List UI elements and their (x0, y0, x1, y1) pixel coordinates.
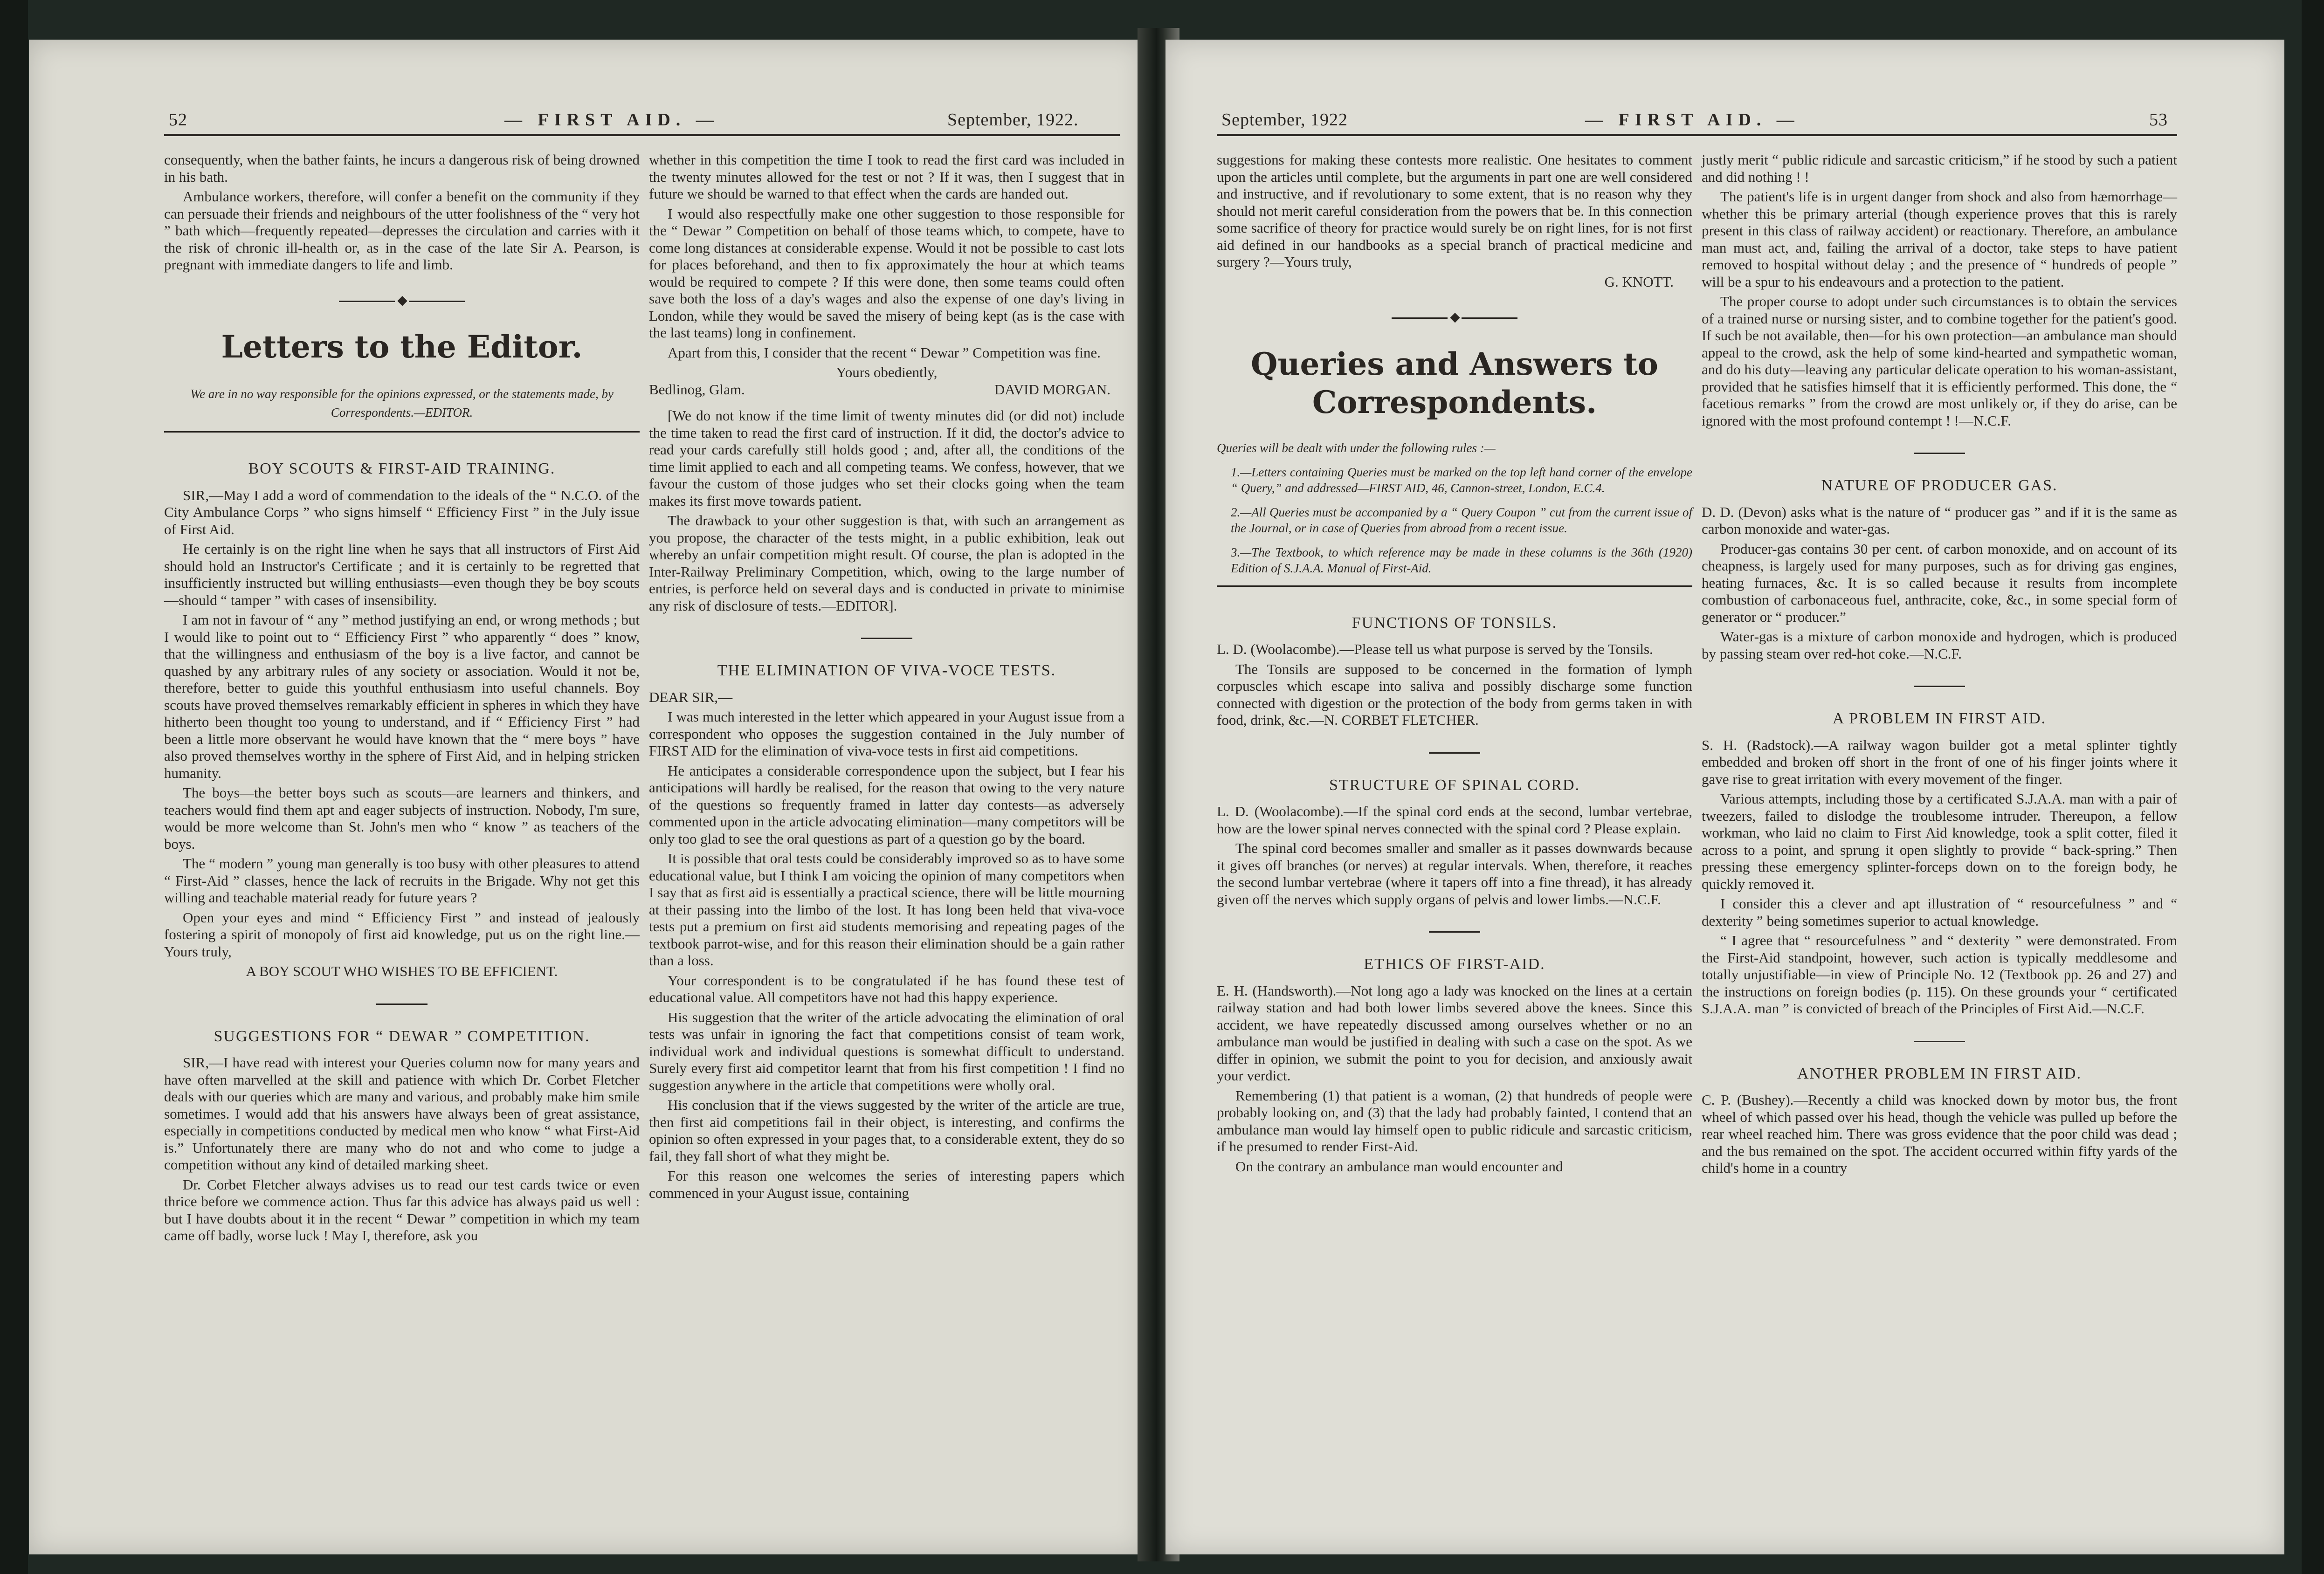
issue-date: September, 1922 (1221, 110, 1348, 130)
query-heading: FUNCTIONS OF TONSILS. (1352, 614, 1558, 632)
paragraph: suggestions for making these contests more realistic. One hesitates to comment upon the articles until complete, but the arguments in part one are well considered and instructive, and if revolutionary to some extent, that is no reason why they should not merit careful consideration from the powers that be. In this connection some sacrifice of theory for practice would surely be on right lines, for is not first aid defined in our handbooks as a special branch of practical medicine and surgery ?—Yours truly, (1217, 151, 1692, 270)
answer: The Tonsils are supposed to be concerned in the formation of lymph corpuscles which escape into saliva and possibly discharge some function connected with digestion or the protection of the body from germs taken in with food, drink, &c.—N. CORBET FLETCHER. (1217, 660, 1692, 728)
scan-edge-right (2302, 0, 2324, 1574)
paragraph: Your correspondent is to be congratulated if he has found these test of educational value. All competitors have not had this happy experience. (649, 972, 1124, 1005)
editor-reply: The drawback to your other suggestion is that, with such an arrangement as you propose, the character of the tests might, in a public exhibition, leak out whereby an unfair competition might result. Of course, the plan is adopted in the Inter-Railway Preliminary Competition, which, owing to the large number of entries, is perforce held on several days and is conducted in private to minimise any risk of disclosure of tests.—EDITOR]. (649, 512, 1124, 614)
query-heading: A PROBLEM IN FIRST AID. (1832, 710, 2047, 727)
query: S. H. (Radstock).—A railway wagon builder got a metal splinter tightly embedded and broken off short in the front of one of his finger joints where it gave rise to great irritation with every movement of the finger. (1702, 736, 2177, 787)
letter-signoff (649, 381, 1124, 399)
paragraph: SIR,—May I add a word of commendation to the ideals of the “ N.C.O. of the City Ambulance Corps ” who signs himself “ Efficiency First ” in the July issue of First Aid. (164, 487, 640, 537)
magazine-title: — FIRST AID. — (1585, 110, 1800, 130)
query-heading: ETHICS OF FIRST-AID. (1364, 955, 1545, 973)
signature: G. KNOTT. (1604, 273, 1674, 290)
salutation: DEAR SIR,— (649, 688, 733, 705)
rules-intro: Queries will be dealt with under the following rules :— (1217, 440, 1496, 455)
scan-edge-left (0, 0, 28, 1574)
paragraph: I would also respectfully make one other suggestion to those responsible for the “ Dewar ” Competition on behalf of those teams which, to compete, have to come long distances at considerable expense. Would it not be possible to cast lots for places beforehand, and then to fix approximately the hour at which teams would be required to compete ? If this were done, then some teams could often save both the loss of a day's wages and also the expense of one day's living in London, while they would be saved the misery of being kept (as is the case with the last teams) long in confinement. (649, 205, 1124, 341)
paragraph: I was much interested in the letter which appeared in your August issue from a correspondent who opposes the suggestion contained in the July number of FIRST AID for the elimination of viva-voce tests in first aid competitions. (649, 708, 1124, 759)
ornament-divider: ◆ (1217, 309, 1692, 326)
paragraph: Apart from this, I consider that the recent “ Dewar ” Competition was fine. (668, 344, 1101, 361)
paragraph: I am not in favour of “ any ” method justifying an end, or wrong methods ; but I would like to point out to “ Efficiency First ” who apparently “ does ” know, that the willingness and enthusiasm of the boy is a live factor, and cannot be quashed by any arbitrary rules of any society or association. Would it not be, therefore, better to guide this youthful enthusiasm into useful channels. Boy scouts have proved themselves remarkably efficient in spheres in which they have hitherto been thought too young to understand, and if “ Efficiency First ” had been a little more observant he would have known that the “ mere boys ” have also proved themselves worthy in the sphere of First Aid, and in helping stricken humanity. (164, 612, 640, 781)
paragraph: Various attempts, including those by a certificated S.J.A.A. man with a pair of tweezers, failed to dislodge the troublesome intruder. Thereupon, a fellow workman, who laid no claim to First Aid knowledge, took a split cotter, filed it across to a point, and sprung it open slightly to provide “ back-spring.” Then pressing these emergency splinter-forceps down on to the foreign body, he quickly removed it. (1702, 790, 2177, 892)
signature: A BOY SCOUT WHO WISHES TO BE EFFICIENT. (246, 963, 558, 979)
ornament-divider: ◆ (164, 292, 640, 309)
paragraph: Ambulance workers, therefore, will confer a benefit on the community if they can persuade their friends and neighbours of the utter foolishness of the “ very hot ” bath which—frequently repeated—depresses the circulation and carries with it the risk of chronic ill-health or, as in the case of the late Sir A. Pearson, is pregnant with immediate dangers to life and limb. (164, 188, 640, 273)
divider (861, 638, 912, 639)
paragraph: The boys—the better boys such as scouts—are learners and thinkers, and teachers would find them apt and eager subjects of instruction. Nobody, I'm sure, would be more welcome than St. John's men who “ know ” as teachers of the boys. (164, 784, 640, 852)
query: L. D. (Woolacombe).—Please tell us what purpose is served by the Tonsils. (1217, 641, 1653, 657)
left-page (29, 40, 1145, 1554)
rule-item: 2.—All Queries must be accompanied by a “ Query Coupon ” cut from the current issue of the Journal, or in case of Queries from abroad from a recent issue. (1231, 505, 1692, 535)
left-page-column-2 (649, 151, 1124, 1204)
query-heading: ANOTHER PROBLEM IN FIRST AID. (1797, 1065, 2082, 1082)
answer: On the contrary an ambulance man would encounter and (1235, 1158, 1563, 1175)
paragraph: The proper course to adopt under such circumstances is to obtain the services of a trained nurse or nursing sister, and to combine together for the patient's good. If such be not available, then—for his own protection—an ambulance man should appeal to the crowd, ask the help of some kind-hearted and sympathetic woman, and do his duty—leaving any particular delicate operation to his woman-assistant, provided that he satisfies himself that it is efficiently performed. This done, the “ facetious remarks ” from the crowd are most unlikely or, if they do arise, can be ignored with the most profound contempt ! !—N.C.F. (1702, 293, 2177, 429)
left-page-header (29, 110, 1145, 137)
paragraph: Remembering (1) that patient is a woman, (2) that hundreds of people were probably looking on, and (3) that the lady had probably fainted, I contend that an ambulance man would lay himself open to public ridicule and sarcastic criticism, if he presumed to render First-Aid. (1217, 1087, 1692, 1155)
query: C. P. (Bushey).—Recently a child was knocked down by motor bus, the front wheel of which passed over his head, though the vehicle was pulled up before the rear wheel reached him. There was gross evidence that the poor child was dead ; and the bus remained on the spot. The accident occurred within fifty yards of the child's home in a country (1702, 1092, 2177, 1176)
paragraph: SIR,—I have read with interest your Queries column now for many years and have often marvelled at the skill and patience with which Dr. Corbet Fletcher deals with our queries which are many and various, and probably make him smile sometimes. I would add that his answers have always been of great assistance, especially in competitions conducted by medical men who know “ what First-Aid is.” Unfortunately there are many who do not and who come to judge a competition without any kind of detailed marking sheet. (164, 1054, 640, 1173)
query-heading: STRUCTURE OF SPINAL CORD. (1329, 776, 1580, 794)
paragraph: I consider this a clever and apt illustration of “ resourcefulness ” and “ dexterity ” being sometimes superior to actual knowledge. (1702, 895, 2177, 929)
paragraph: whether in this competition the time I took to read the first card was included in the twenty minutes allowed for the test or not ? If it was, then I suggest that in future we should be warned to that effect when the cards are handed out. (649, 151, 1124, 202)
letter-place: Bedlinog, Glam. (649, 381, 745, 398)
paragraph: The patient's life is in urgent danger from shock and also from hæmorrhage—whether this be primary arterial (though experience proves that this is rarely present in this class of railway accident) or reactionary. Therefore, an ambulance man must act, and, failing the arrival of a doctor, take steps to have patient removed to hospital without delay ; and the presence of “ hundreds of people ” will be a spur to his endeavours and a protection to the patient. (1702, 188, 2177, 290)
header-rule (164, 134, 1120, 136)
right-page-column-2 (1702, 151, 2177, 1180)
letter-author: DAVID MORGAN. (994, 381, 1110, 398)
divider (1914, 686, 1965, 687)
letter-closing: Yours obediently, (836, 364, 938, 380)
paragraph: justly merit “ public ridicule and sarcastic criticism,” if he stood by such a patient and did nothing ! ! (1702, 151, 2177, 185)
page-number: 53 (2149, 110, 2168, 130)
divider (1429, 752, 1480, 754)
right-page-header (1165, 110, 2284, 137)
paragraph: It is possible that oral tests could be considerably improved so as to have some educational value, but I think I am voicing the opinion of many competitors when I say that as first aid is essentially a practical science, there will be little mourning at their passing into the limbo of the lost. It has long been held that viva-voce tests put a premium on first aid students memorising and repeating pages of the textbook parrot-wise, and for this reason their elimination should be a gain rather than a loss. (649, 850, 1124, 969)
divider (164, 431, 640, 433)
paragraph: His conclusion that if the views suggested by the writer of the article are true, then first aid competitions fail in their object, is interesting, and confirms the opinion so often expressed in your pages that, to a considerable extent, they do so fail, they fall short of what they might be. (649, 1097, 1124, 1164)
left-page-column-1 (164, 151, 640, 1247)
issue-date: September, 1922. (947, 110, 1079, 130)
answer: Water-gas is a mixture of carbon monoxide and hydrogen, which is produced by passing steam over red-hot coke.—N.C.F. (1702, 628, 2177, 662)
paragraph: His suggestion that the writer of the article advocating the elimination of oral tests was unfair in ignoring the fact that competitions consist of team work, individual work and individual questions is somewhat difficult to understand. Surely every first aid competitor learnt that from his first competition ! I find no suggestion anywhere in the article that competitions were wholly oral. (649, 1009, 1124, 1093)
answer: “ I agree that “ resourcefulness ” and “ dexterity ” were demonstrated. From the First-Aid standpoint, however, such action is typically meddlesome and totally unjustifiable—in view of Principle No. 12 (Textbook pp. 26 and 27) and the instructions on foreign bodies (p. 115). On these grounds your “ certificated S.J.A.A. man ” is convicted of breach of the Principles of First Aid.—N.C.F. (1702, 932, 2177, 1017)
divider (1914, 1041, 1965, 1042)
answer: The spinal cord becomes smaller and smaller as it passes downwards because it gives off branches (or nerves) at regular intervals. When, therefore, it reaches the second lumbar vertebrae (where it tapers off into a fine thread), it has already given off the nerves which supply organs of pelvis and lower limbs.—N.C.F. (1217, 840, 1692, 907)
divider (1217, 585, 1692, 587)
paragraph: The “ modern ” young man generally is too busy with other pleasures to attend “ First-Aid ” classes, hence the lack of recruits in the Brigade. Why not get this willing and teachable material ready for future years ? (164, 855, 640, 906)
article-heading: BOY SCOUTS & FIRST-AID TRAINING. (248, 460, 556, 477)
editor-reply: [We do not know if the time limit of twenty minutes did (or did not) include the time taken to read the first card of instruction. If it did, the doctor's advice to read your cards carefully still holds good ; and, after all, the conditions of the time limit applied to each and all competing teams. We confess, however, that we favour the custom of those judges who set their clocks going when the team makes its first move towards patient. (649, 407, 1124, 509)
paragraph: Open your eyes and mind “ Efficiency First ” and instead of jealously fostering a spirit of monopoly of first aid knowledge, put us on the right line.—Yours truly, (164, 909, 640, 960)
paragraph: For this reason one welcomes the series of interesting papers which commenced in your August issue, containing (649, 1168, 1124, 1201)
divider (1914, 453, 1965, 454)
paragraph: He certainly is on the right line when he says that all instructors of First Aid should hold an Instructor's Certificate ; and it is certainly to be regretted that insufficiently instructed but willing enthusiasts—even though they be boy scouts—should “ tamper ” with cases of insensibility. (164, 541, 640, 608)
editor-note: We are in no way responsible for the opinions expressed, or the statements made, by Correspondents.—EDITOR. (190, 387, 614, 419)
query: E. H. (Handsworth).—Not long ago a lady was knocked on the lines at a certain railway station and had both lower limbs severed above the knees. Since this accident, we have repeatedly discussed among ourselves whether or no an ambulance man would be justified in dealing with such a case on the spot. As we differ in opinion, we submit the point to you for decision, and anxiously await your verdict. (1217, 982, 1692, 1084)
rule-item: 1.—Letters containing Queries must be marked on the top left hand corner of the envelope “ Query,” and addressed—FIRST AID, 46, Cannon-street, London, E.C.4. (1231, 465, 1692, 495)
page-number: 52 (169, 110, 187, 130)
divider (376, 1004, 428, 1005)
rule-item: 3.—The Textbook, to which reference may be made in these columns is the 36th (1920) Edition of S.J.A.A. Manual of First-Aid. (1231, 545, 1692, 575)
article-heading: SUGGESTIONS FOR “ DEWAR ” COMPETITION. (214, 1027, 590, 1045)
paragraph: He anticipates a considerable correspondence upon the subject, but I fear his anticipations will hardly be realised, for the reason that owing to the very nature of the questions so frequently framed in latter day contests—as adversely commented upon in the article advocating elimination—many competitors will be only too glad to see the oral questions as part of a question go by the board. (649, 762, 1124, 847)
divider (1429, 931, 1480, 933)
query-rules (1217, 440, 1692, 576)
paragraph: Dr. Corbet Fletcher always advises us to read our test cards twice or even thrice before we commence action. Thus far this advice has always paid us well : but I have doubts about it in the recent “ Dewar ” competition in which my team came off badly, worse luck ! May I, therefore, ask you (164, 1176, 640, 1244)
section-title: Letters to the Editor. (221, 329, 583, 365)
right-page-column-1 (1217, 151, 1692, 1178)
right-page (1165, 40, 2284, 1554)
article-heading: THE ELIMINATION OF VIVA-VOCE TESTS. (717, 662, 1056, 679)
paragraph: consequently, when the bather faints, he incurs a dangerous risk of being drowned in his bath. (164, 151, 640, 185)
query-heading: NATURE OF PRODUCER GAS. (1821, 477, 2058, 494)
magazine-title: — FIRST AID. — (504, 110, 719, 130)
query: D. D. (Devon) asks what is the nature of “ producer gas ” and if it is the same as carbon monoxide and water-gas. (1702, 503, 2177, 537)
header-rule (1217, 134, 2177, 136)
query: L. D. (Woolacombe).—If the spinal cord ends at the second, lumbar vertebrae, how are the lower spinal nerves connected with the spinal cord ? Please explain. (1217, 803, 1692, 837)
answer: Producer-gas contains 30 per cent. of carbon monoxide, and on account of its cheapness, is largely used for many purposes, such as for driving gas engines, heating furnaces, &c. It is so called because it results from incomplete combustion of carbonaceous fuel, anthracite, coke, &c., in some special form of generator or “ producer.” (1702, 540, 2177, 625)
section-title: Queries and Answers to Correspondents. (1251, 345, 1658, 420)
